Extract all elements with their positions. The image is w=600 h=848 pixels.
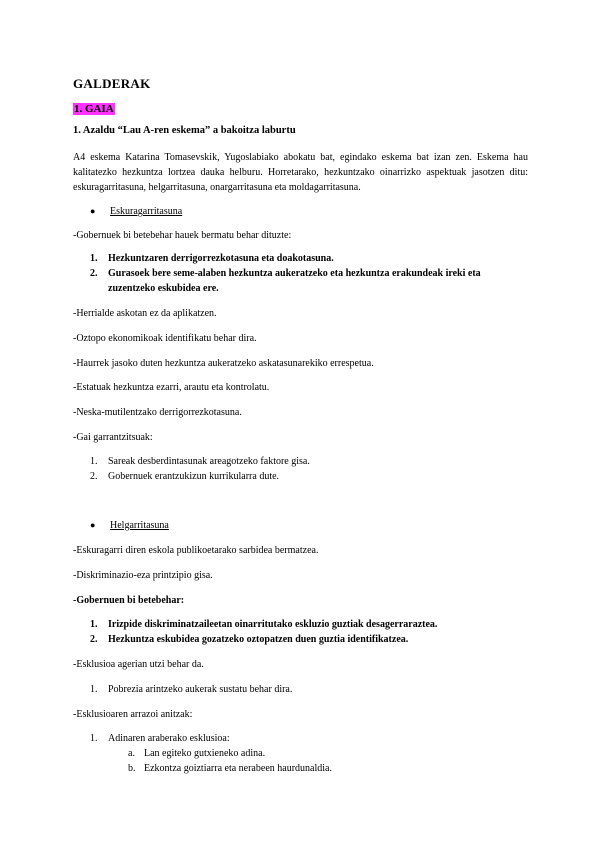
s2-heading-row <box>90 520 169 531</box>
list-item: 2. Gobernuek erantzukizun kurrikularra dute. <box>90 471 280 482</box>
list-item: 1. Irizpide diskriminatzaileetan oinarritutako eskluzio guztiak desagerraraztea. <box>90 619 438 630</box>
section-label: 1. GAIA <box>74 103 114 115</box>
text-line: -Neska-mutilentzako derrigorrezkotasuna. <box>73 407 242 418</box>
bullet-icon: ● <box>90 206 96 216</box>
s2-bold-lead: -Gobernuen bi betebehar: <box>73 595 185 606</box>
list-item: 1. Sareak desberdintasunak areagotzeko faktore gisa. <box>90 456 310 467</box>
list-item: 2. Hezkuntza eskubidea gozatzeko oztopatzen duen guztia identifikatzea. <box>90 634 409 645</box>
s2-heading: Helgarritasuna <box>110 520 169 531</box>
doc-title: GALDERAK <box>73 76 151 91</box>
text-line: -Oztopo ekonomikoak identifikatu behar dira. <box>73 333 257 344</box>
text-line: -Diskriminazio-eza printzipio gisa. <box>73 570 213 581</box>
text-line: -Estatuak hezkuntza ezarri, arautu eta kontrolatu. <box>73 382 270 393</box>
bullet-icon: ● <box>90 520 96 530</box>
list-item: 1. Pobrezia arintzeko aukerak sustatu behar dira. <box>90 684 293 695</box>
s1-heading-row <box>90 206 182 217</box>
list-item: 1. Hezkuntzaren derrigorrezkotasuna eta doakotasuna. <box>90 253 334 264</box>
text-line: -Eskuragarri diren eskola publikoetarako sarbidea bermatzea. <box>73 545 319 556</box>
list-item: 2. Gurasoek bere seme-alaben hezkuntza aukeratzeko eta hezkuntza erakundeak ireki eta <box>90 268 481 279</box>
intro-paragraph: A4 eskema Katarina Tomasevskik, Yugoslabiako abokatu bat, egindako eskema bat izan zen. Eskema hau kalitatezko hezkuntza lortzea dauka helburu. Horretarako, hezkuntzako oinarrizko aspektuak jasotzen ditu: eskuragarritasuna, helgarritasuna, onargarritasuna eta moldagarritasuna. <box>73 152 528 193</box>
text-line: -Esklusioaren arrazoi anitzak: <box>73 709 193 720</box>
section-label-wrap <box>73 99 115 117</box>
list-item: 1. Adinaren araberako esklusioa: <box>90 733 230 744</box>
sub-list-item: a. Lan egiteko gutxieneko adina. <box>128 748 266 759</box>
question-heading: 1. Azaldu “Lau A-ren eskema” a bakoitza laburtu <box>73 125 296 136</box>
text-line: -Haurrek jasoko duten hezkuntza aukeratzeko askatasunarekiko errespetua. <box>73 358 374 369</box>
s1-lead: -Gobernuek bi betebehar hauek bermatu behar dituzte: <box>73 230 292 241</box>
text-line: -Esklusioa agerian utzi behar da. <box>73 659 204 670</box>
text-line: -Gai garrantzitsuak: <box>73 432 153 443</box>
sub-list-item: b. Ezkontza goiztiarra eta nerabeen haurdunaldia. <box>128 763 332 774</box>
list-item-continuation: zuzentzeko eskubidea ere. <box>108 283 219 294</box>
text-line: -Herrialde askotan ez da aplikatzen. <box>73 308 217 319</box>
s1-heading: Eskuragarritasuna <box>110 206 183 217</box>
